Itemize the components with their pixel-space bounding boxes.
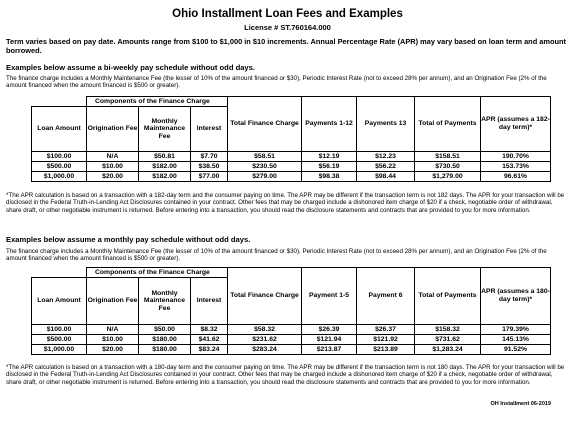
cell-interest: $38.50 (191, 162, 228, 172)
cell-interest: $7.70 (191, 152, 228, 162)
license-number: License # ST.760164.000 (244, 23, 331, 32)
cell-total-of-payments: $730.50 (415, 162, 481, 172)
cell-loan-amount: $100.00 (32, 325, 87, 335)
cell-interest: $41.62 (191, 335, 228, 345)
fees-table-biweekly (31, 96, 551, 182)
cell-total-finance-charge: $231.62 (228, 335, 302, 345)
cell-total-of-payments: $158.51 (415, 152, 481, 162)
cell-maintenance-fee: $50.81 (139, 152, 191, 162)
cell-total-finance-charge: $279.00 (228, 172, 302, 182)
section-heading-monthly: Examples below assume a monthly pay schedule without odd days. (6, 235, 251, 244)
cell-apr: 91.52% (481, 345, 551, 355)
cell-payment-6: $26.37 (357, 325, 415, 335)
cell-payments-13: $56.22 (357, 162, 415, 172)
cell-apr: 179.39% (481, 325, 551, 335)
cell-origination-fee: N/A (87, 325, 139, 335)
cell-payments-13: $98.44 (357, 172, 415, 182)
table-row (32, 345, 551, 355)
section-intro-biweekly: The finance charge includes a Monthly Maintenance Fee (the lesser of 10% of the amount financed or $30), Periodic Interest Rate (not to exceed 28% per annum), and an Origination Fee (2% of the amount financed when the amount financed is $500 or greater). (6, 75, 547, 90)
cell-maintenance-fee: $182.00 (139, 162, 191, 172)
group-header-finance-charge: Components of the Finance Charge (87, 97, 228, 107)
page-title: Ohio Installment Loan Fees and Examples (172, 8, 403, 20)
cell-payment-1-5: $26.39 (302, 325, 357, 335)
col-header-payments-1-12: Payments 1-12 (302, 97, 357, 152)
cell-apr: 96.61% (481, 172, 551, 182)
cell-total-of-payments: $731.62 (415, 335, 481, 345)
col-header-apr: APR (assumes a 180-day term)* (481, 268, 551, 325)
cell-payment-1-5: $121.94 (302, 335, 357, 345)
col-header-total-finance-charge: Total Finance Charge (228, 268, 302, 325)
col-header-maintenance-fee: Monthly Maintenance Fee (139, 278, 191, 325)
col-header-maintenance-fee: Monthly Maintenance Fee (139, 107, 191, 152)
col-header-interest: Interest (191, 278, 228, 325)
col-header-origination-fee: Origination Fee (87, 278, 139, 325)
cell-total-finance-charge: $58.32 (228, 325, 302, 335)
cell-origination-fee: N/A (87, 152, 139, 162)
cell-total-of-payments: $158.32 (415, 325, 481, 335)
table-row (32, 325, 551, 335)
footnote-monthly: *The APR calculation is based on a transaction with a 180-day term and the consumer paying on time. The APR may be different if the transaction term is not 180 days. The APR for your transaction will be disclosed in the Federal Truth-in-Lending Act Disclosures contained in your contract. Other fees that may be charged include a dishonored item charge of $20 if a check, negotiable order of withdrawal, share draft, or other negotiable instrument is returned. Before entering into a transaction, you should read the disclosure statements and contracts that are provided to you for more information. (6, 364, 565, 386)
col-header-loan-amount: Loan Amount (32, 278, 87, 325)
cell-origination-fee: $20.00 (87, 345, 139, 355)
cell-maintenance-fee: $50.00 (139, 325, 191, 335)
cell-payments-1-12: $12.19 (302, 152, 357, 162)
col-header-payment-1-5: Payment 1-5 (302, 268, 357, 325)
col-header-total-finance-charge: Total Finance Charge (228, 97, 302, 152)
group-header-finance-charge: Components of the Finance Charge (87, 268, 228, 278)
col-header-payment-6: Payment 6 (357, 268, 415, 325)
cell-total-finance-charge: $58.51 (228, 152, 302, 162)
cell-loan-amount: $500.00 (32, 335, 87, 345)
cell-apr: 153.73% (481, 162, 551, 172)
cell-interest: $8.32 (191, 325, 228, 335)
table-row (32, 162, 551, 172)
cell-payments-1-12: $98.38 (302, 172, 357, 182)
cell-total-of-payments: $1,283.24 (415, 345, 481, 355)
cell-apr: 190.70% (481, 152, 551, 162)
cell-origination-fee: $20.00 (87, 172, 139, 182)
section-heading-biweekly: Examples below assume a bi-weekly pay schedule without odd days. (6, 63, 255, 72)
form-code: OH Installment 06-2019 (490, 401, 551, 407)
table-row (32, 172, 551, 182)
cell-loan-amount: $1,000.00 (32, 172, 87, 182)
cell-loan-amount: $500.00 (32, 162, 87, 172)
cell-apr: 145.13% (481, 335, 551, 345)
cell-loan-amount: $1,000.00 (32, 345, 87, 355)
table-row (32, 152, 551, 162)
cell-origination-fee: $10.00 (87, 335, 139, 345)
cell-payments-13: $12.23 (357, 152, 415, 162)
cell-payments-1-12: $56.19 (302, 162, 357, 172)
col-header-apr: APR (assumes a 182-day term)* (481, 97, 551, 152)
col-header-origination-fee: Origination Fee (87, 107, 139, 152)
cell-loan-amount: $100.00 (32, 152, 87, 162)
col-header-payments-13: Payments 13 (357, 97, 415, 152)
cell-total-of-payments: $1,279.00 (415, 172, 481, 182)
cell-interest: $77.00 (191, 172, 228, 182)
cell-total-finance-charge: $283.24 (228, 345, 302, 355)
cell-payment-6: $121.92 (357, 335, 415, 345)
col-header-loan-amount: Loan Amount (32, 107, 87, 152)
col-header-interest: Interest (191, 107, 228, 152)
cell-origination-fee: $10.00 (87, 162, 139, 172)
cell-maintenance-fee: $180.00 (139, 335, 191, 345)
cell-maintenance-fee: $180.00 (139, 345, 191, 355)
col-header-total-of-payments: Total of Payments (415, 97, 481, 152)
col-header-total-of-payments: Total of Payments (415, 268, 481, 325)
cell-interest: $83.24 (191, 345, 228, 355)
blank-cell (32, 97, 87, 107)
cell-total-finance-charge: $230.50 (228, 162, 302, 172)
footnote-biweekly: *The APR calculation is based on a transaction with a 182-day term and the consumer paying on time. The APR may be different if the transaction term is not 182 days. The APR for your transaction will be disclosed in the Federal Truth-in-Lending Act Disclosures contained in your contract. Other fees that may be charged include a dishonored item charge of $20 if a check, negotiable order of withdrawal, share draft, or other negotiable instrument is returned. Before entering into a transaction, you should read the disclosure statements and contracts that are provided to you for more information. (6, 192, 565, 214)
cell-payment-6: $213.89 (357, 345, 415, 355)
section-intro-monthly: The finance charge includes a Monthly Maintenance Fee (the lesser of 10% of the amount financed or $30), Periodic Interest Rate (not to exceed 28% per annum), and an Origination Fee (2% of the amount financed when the amount financed is $500 or greater). (6, 248, 547, 263)
table-row (32, 335, 551, 345)
cell-payment-1-5: $213.87 (302, 345, 357, 355)
blank-cell (32, 268, 87, 278)
cell-maintenance-fee: $182.00 (139, 172, 191, 182)
fees-table-monthly (31, 267, 551, 355)
terms-text: Term varies based on pay date. Amounts range from $100 to $1,000 in $10 increments. Annual Percentage Rate (APR) may vary based on loan term and amount borrowed. (6, 37, 566, 55)
